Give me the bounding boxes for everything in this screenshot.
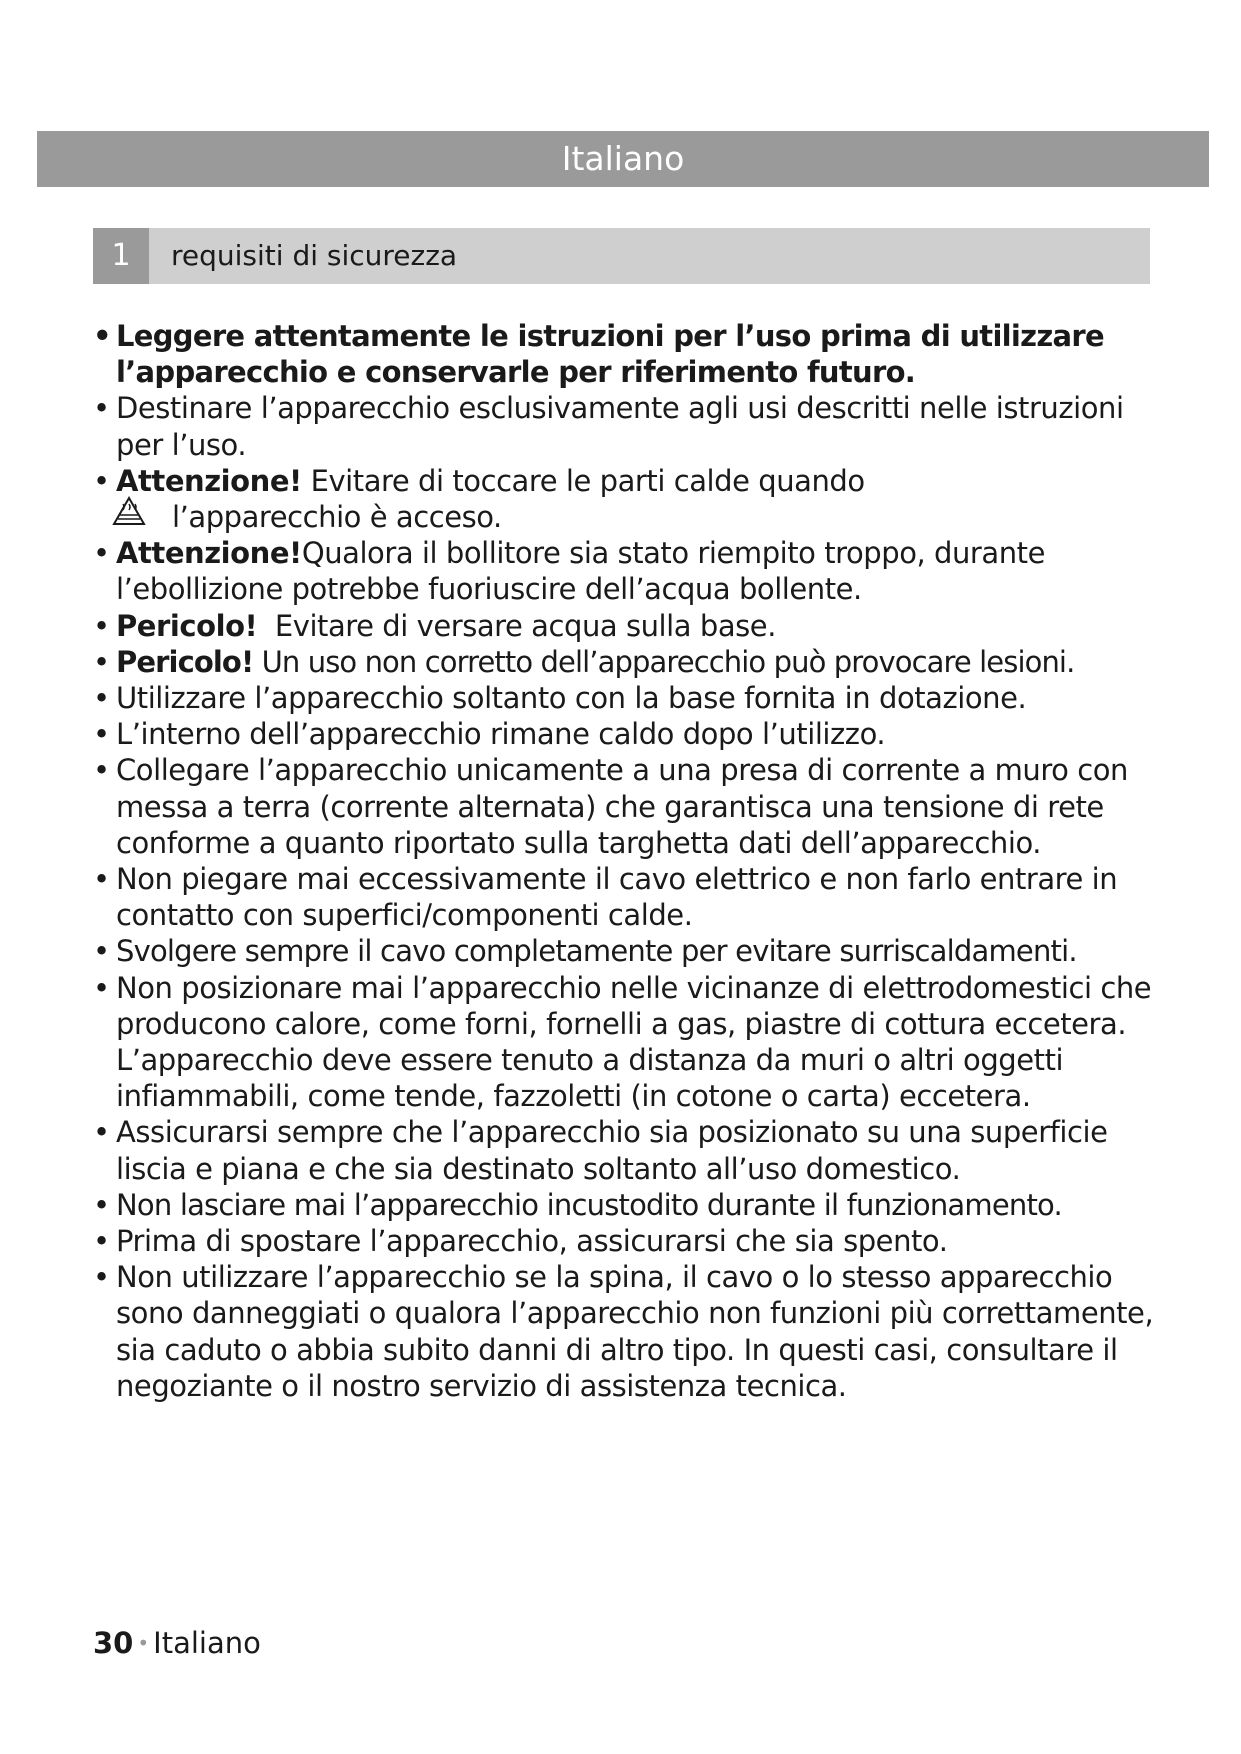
item-text: Non utilizzare l’apparecchio se la spina, il cavo o lo stesso apparecchio sono danneggiati o qualora l’apparecchio non funzioni più correttamente, sia caduto o abbia subito danni di altro tipo. In questi casi, consultare il negoziante o il nostro servizio di assistenza tecnica. [116,1260,1154,1403]
item-text: Evitare di versare acqua sulla base. [257,608,776,643]
bullet: • [93,681,110,716]
bullet: • [93,862,110,897]
item-bold-label: Attenzione! [116,536,302,571]
bullet: • [93,644,110,679]
item-text: L’interno dell’apparecchio rimane caldo dopo l’utilizzo. [116,717,886,752]
bullet: • [93,1115,110,1150]
item-text: Non posizionare mai l’apparecchio nelle vicinanze di elettrodomestici che producono calore, come forni, fornelli a gas, piastre di cottura eccetera. L’apparecchio deve essere tenuto a distanza da muri o altri oggetti infiammabili, come tende, fazzoletti (in cotone o carta) eccetera. [116,970,1152,1114]
item-text: Svolgere sempre il cavo completamente per evitare surriscaldamenti. [116,934,1077,969]
bullet: • [93,717,110,752]
section-heading [93,228,1150,284]
item-bold-label: Pericolo! [116,608,258,643]
section-title: requisiti di sicurezza [171,239,458,272]
item-text: Un uso non corretto dell’apparecchio può provocare lesioni. [253,644,1075,679]
bullet: • [93,934,110,969]
list-item [93,463,1173,535]
item-text: Leggere attentamente le istruzioni per l’uso prima di utilizzare l’apparecchio e conservarle per riferimento futuro. [116,319,1104,390]
item-text-continued: l’apparecchio è acceso. [172,500,502,535]
footer-separator: • [137,1631,150,1655]
language-header: Italiano [37,131,1209,187]
list-item [93,752,1173,861]
safety-list [93,318,1173,1404]
bullet: • [93,319,111,353]
item-text: Destinare l’apparecchio esclusivamente agli usi descritti nelle istruzioni per l’uso. [116,391,1124,462]
list-item [93,861,1173,933]
bullet: • [93,753,110,788]
list-item [93,933,1173,969]
item-bold-label: Pericolo! [116,644,254,679]
list-item [93,716,1173,752]
list-item [93,680,1173,716]
list-item [93,390,1173,462]
hot-surface-warning-icon [112,496,146,526]
list-item [93,1114,1173,1186]
bullet: • [93,1224,110,1259]
list-item [93,644,1173,680]
page-footer [93,1626,261,1660]
item-text: Non lasciare mai l’apparecchio incustodito durante il funzionamento. [116,1187,1062,1222]
item-text: Collegare l’apparecchio unicamente a una presa di corrente a muro con messa a terra (corrente alternata) che garantisca una tensione di rete conforme a quanto riportato sulla targhetta dati dell’apparecchio. [116,753,1128,860]
item-bold-label: Attenzione! [116,463,302,498]
list-item [93,318,1173,390]
bullet: • [93,536,110,571]
footer-language: Italiano [153,1626,261,1660]
bullet: • [93,970,110,1005]
bullet: • [93,391,110,426]
list-item [93,1259,1173,1404]
item-text: Prima di spostare l’apparecchio, assicurarsi che sia spento. [116,1224,948,1259]
item-text: Qualora il bollitore sia stato riempito troppo, durante l’ebollizione potrebbe fuoriuscire dell’acqua bollente. [116,536,1045,607]
page-number: 30 [93,1626,134,1660]
list-item [93,535,1173,607]
list-item [93,1223,1173,1259]
list-item [93,970,1173,1115]
bullet: • [93,463,110,498]
item-text: Non piegare mai eccessivamente il cavo elettrico e non farlo entrare in contatto con superfici/componenti calde. [116,862,1118,933]
item-text: Utilizzare l’apparecchio soltanto con la base fornita in dotazione. [116,681,1027,716]
bullet: • [93,1187,110,1222]
bullet: • [93,608,110,643]
list-item [93,608,1173,644]
bullet: • [93,1260,110,1295]
item-text: Evitare di toccare le parti calde quando [301,463,865,498]
list-item [93,1187,1173,1223]
item-text: Assicurarsi sempre che l’apparecchio sia posizionato su una superficie liscia e piana e che sia destinato soltanto all’uso domestico. [116,1115,1108,1186]
section-number: 1 [93,228,149,284]
